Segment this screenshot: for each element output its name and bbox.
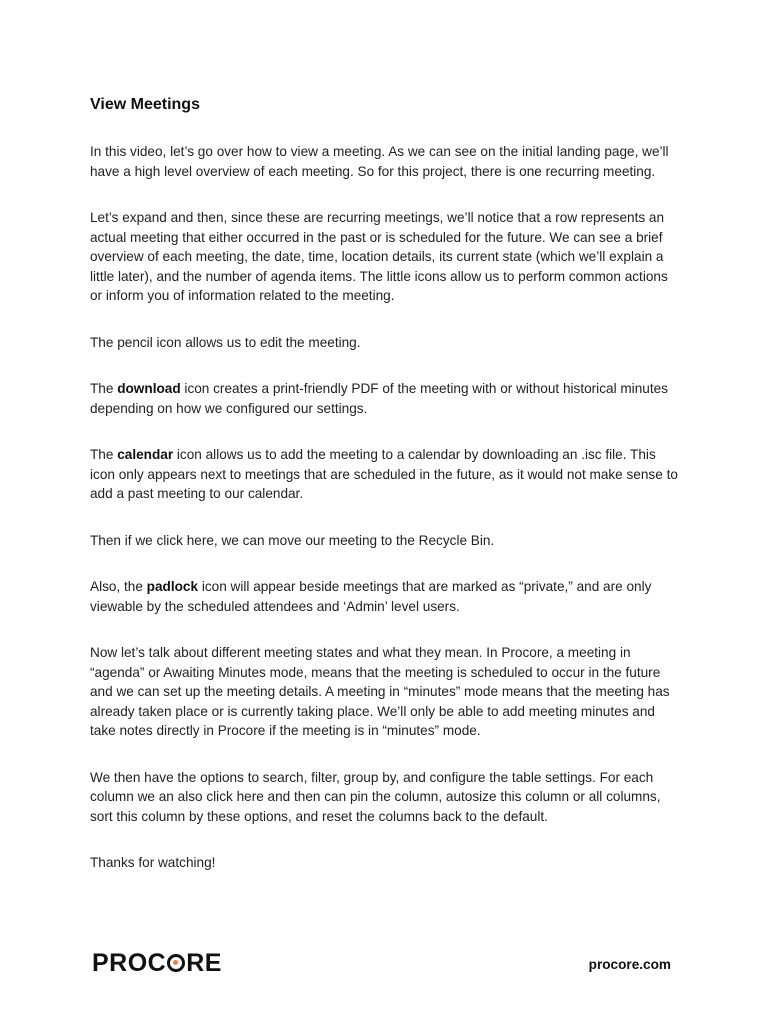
- paragraph-recycle-bin: Then if we click here, we can move our meeting to the Recycle Bin.: [90, 532, 495, 548]
- bold-term-padlock: padlock: [146, 579, 199, 594]
- bold-term-calendar: calendar: [117, 447, 174, 462]
- website-link[interactable]: procore.com: [588, 957, 671, 972]
- paragraph-meeting-states: Now let’s talk about different meeting states and what they mean. In Procore, a meeting in “agenda” or Awaiting Minutes mode, means that the meeting is scheduled to occur in the future and we can set up the meeting details. A meeting in “minutes” mode means that the meeting has already taken place or is currently taking place. We’ll only be able to add meeting minutes and take notes directly in Procore if the meeting is in “minutes” mode.: [90, 645, 670, 738]
- logo-o-mark-icon: [167, 954, 185, 972]
- logo-text-end: RE: [186, 949, 222, 977]
- text-segment: icon allows us to add the meeting to a calendar by downloading an .isc file. This icon only appears next to meetings that are scheduled in the future, as it would not make sense to add a past meeting to our calendar.: [90, 447, 678, 501]
- page-footer: [92, 950, 671, 976]
- text-segment: Also, the: [90, 579, 147, 594]
- paragraph-table-options: We then have the options to search, filter, group by, and configure the table settings. For each column we an also click here and then can pin the column, autosize this column or all columns, sort this column by these options, and reset the columns back to the default.: [90, 769, 661, 824]
- paragraph-padlock: [90, 577, 682, 616]
- paragraph-calendar: [90, 445, 682, 504]
- procore-logo: [92, 950, 222, 976]
- text-segment: icon creates a print-friendly PDF of the meeting with or without historical minutes depending on how we configured our settings.: [90, 381, 668, 416]
- paragraph-expand: Let’s expand and then, since these are recurring meetings, we’ll notice that a row represents an actual meeting that either occurred in the past or is scheduled for the future. We can see a brief overview of each meeting, the date, time, location details, its current state (which we’ll explain a little later), and the number of agenda items. The little icons allow us to perform common actions or inform you of information related to the meeting.: [90, 210, 668, 303]
- page-title: View Meetings: [90, 96, 200, 113]
- paragraph-intro: In this video, let’s go over how to view a meeting. As we can see on the initial landing page, we’ll have a high level overview of each meeting. So for this project, there is one recurring meeting.: [90, 144, 669, 179]
- text-segment: icon will appear beside meetings that are marked as “private,” and are only viewable by the scheduled attendees and ‘Admin’ level users.: [90, 579, 652, 614]
- bold-term-download: download: [117, 381, 181, 396]
- paragraph-pencil: The pencil icon allows us to edit the meeting.: [90, 334, 361, 350]
- paragraph-download: [90, 379, 682, 418]
- document-body: [90, 96, 682, 900]
- paragraph-thanks: Thanks for watching!: [90, 855, 216, 870]
- text-segment: The: [90, 447, 118, 462]
- logo-text-start: PROC: [92, 949, 167, 977]
- text-segment: The: [90, 381, 118, 396]
